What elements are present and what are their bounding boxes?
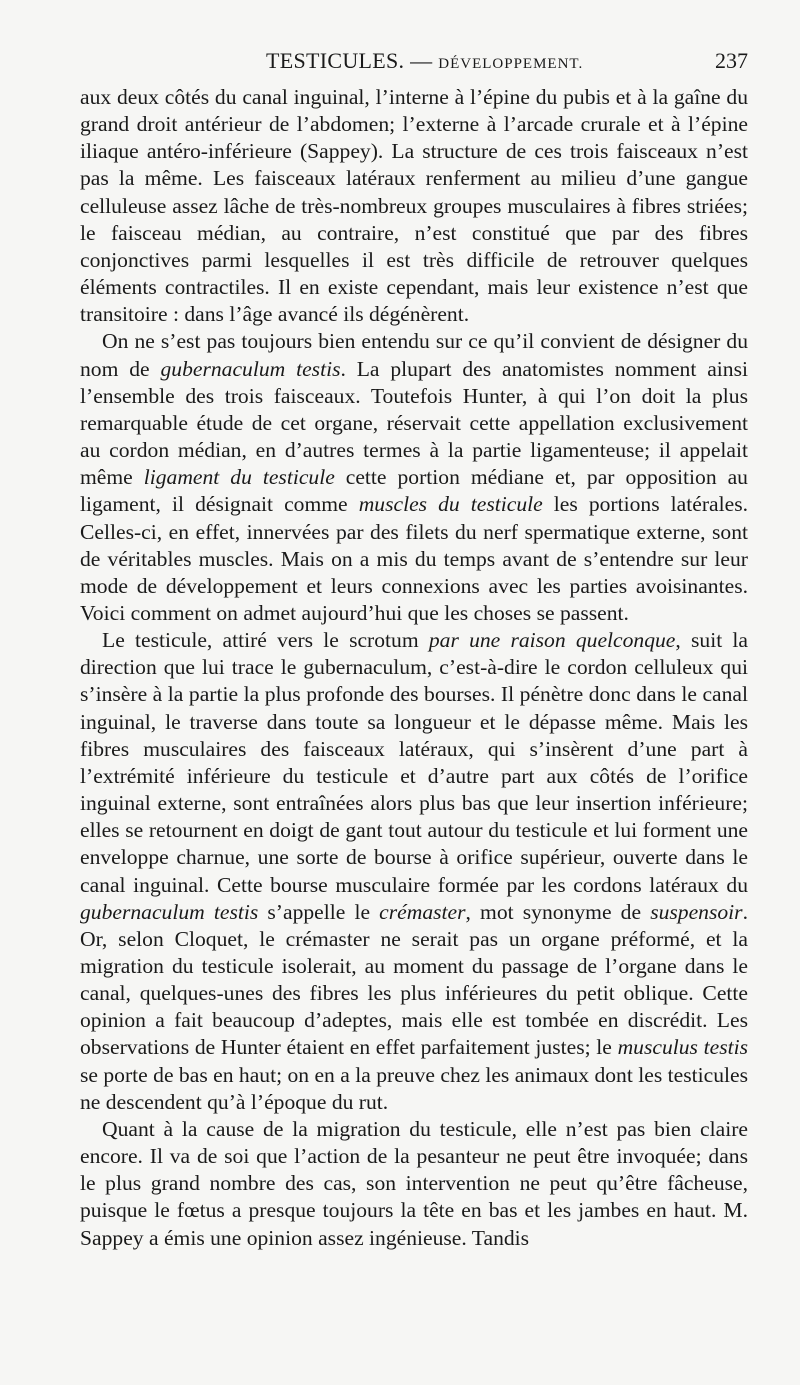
text-run: . Or, selon Cloquet, le crémaster ne serait pas un organe préformé, et la migration du testicule isolerait, au moment du passage de l’organe dans le canal, quelques-unes des fibres les plus inférieures du petit oblique. Cette opinion a fait beaucoup d’adeptes, mais elle est tombée en discrédit. Les observations de Hunter étaient en effet parfaitement justes; le — [80, 899, 748, 1060]
text-run: , suit la direction que lui trace le gubernaculum, c’est-à-dire le cordon celluleux qui s’insère à la partie la plus profonde des bourses. Il pénètre donc dans le canal inguinal, le traverse dans toute sa longueur et le dépasse même. Mais les fibres musculaires des faisceaux latéraux, qui s’insèrent d’une part à l’extrémité inférieure du testicule et d’autre part aux côtés de l’orifice inguinal externe, sont entraînées alors plus bas que leur insertion inférieure; elles se retournent en doigt de gant tout autour du testicule et lui forment une enveloppe charnue, une sorte de bourse à orifice supérieur, ouverte dans le canal inguinal. Cette bourse musculaire formée par les cordons latéraux du — [80, 628, 748, 897]
text-run: Quant à la cause de la migration du testicule, elle n’est pas bien claire encore. Il va de soi que l’action de la pesanteur ne peut être invoquée; dans le plus grand nombre des cas, son intervention ne peut qu’être fâcheuse, puisque le fœtus a presque toujours la tête en bas et les jambes en haut. M. Sappey a émis une opinion assez ingénieuse. Tandis — [80, 1116, 748, 1250]
running-title — [266, 48, 583, 77]
text-run: les portions latérales. Celles-ci, en effet, innervées par des filets du nerf spermatique externe, sont de véritables muscles. Mais on a mis du temps avant de s’entendre sur leur mode de développement et leurs connexions avec les parties avoisinantes. Voici comment on admet aujourd’hui que les choses se passent. — [80, 492, 748, 625]
italic-term: ligament du testicule — [143, 465, 335, 490]
text-run: se porte de bas en haut; on en a la preuve chez les animaux dont les testicules ne descendent qu’à l’époque du rut. — [80, 1062, 748, 1114]
text-run: s’appelle le — [258, 899, 380, 924]
chapter-title: TESTICULES. — [266, 48, 405, 73]
text-run: aux deux côtés du canal inguinal, l’interne à l’épine du pubis et à la gaîne du grand droit antérieur de l’abdomen; l’externe à l’arcade crurale et à l’épine iliaque antéro-inférieure (Sappey). La structure de ces trois faisceaux n’est pas la même. Les faisceaux latéraux renferment au milieu d’une gangue celluleuse assez lâche de très-nombreux groupes musculaires à fibres striées; le faisceau médian, au contraire, n’est constitué que par des fibres conjonctives parmi lesquelles il est très difficile de retrouver quelques éléments contractiles. Il en existe cependant, mais leur existence n’est que transitoire : dans l’âge avancé ils dégénèrent. — [80, 85, 748, 327]
paragraph — [80, 627, 748, 1116]
paragraph — [80, 1116, 748, 1252]
italic-term: muscles du testicule — [358, 492, 543, 517]
text-run: , mot synonyme de — [465, 899, 651, 924]
italic-term: par une raison quelconque — [428, 628, 676, 653]
text-run: . La plupart des anatomistes nomment ainsi l’ensemble des trois faisceaux. Toutefois Hunter, à qui l’on doit la plus remarquable étude de cet organe, réservait cette appellation exclusivement au cordon médian, en d’autres termes à la partie ligamenteuse; il appelait même — [80, 356, 748, 490]
text-run: On ne s’est pas toujours bien entendu sur ce qu’il convient de désigner du nom de — [80, 329, 748, 381]
italic-term: musculus testis — [617, 1035, 749, 1060]
running-header — [80, 48, 748, 74]
italic-term: gubernaculum testis — [80, 899, 259, 924]
text-run: Le testicule, attiré vers le scrotum — [102, 628, 429, 653]
title-dash: — — [404, 48, 439, 73]
section-subtitle: DÉVELOPPEMENT. — [438, 56, 584, 72]
italic-term: suspensoir — [650, 899, 743, 924]
italic-term: crémaster — [379, 899, 466, 924]
paragraph — [80, 328, 748, 627]
paragraph — [80, 84, 748, 328]
text-run: cette portion médiane et, par opposition au ligament, il désignait comme — [80, 465, 748, 517]
italic-term: gubernaculum testis — [160, 356, 341, 381]
page-number: 237 — [715, 48, 748, 73]
body-text — [80, 84, 748, 1252]
